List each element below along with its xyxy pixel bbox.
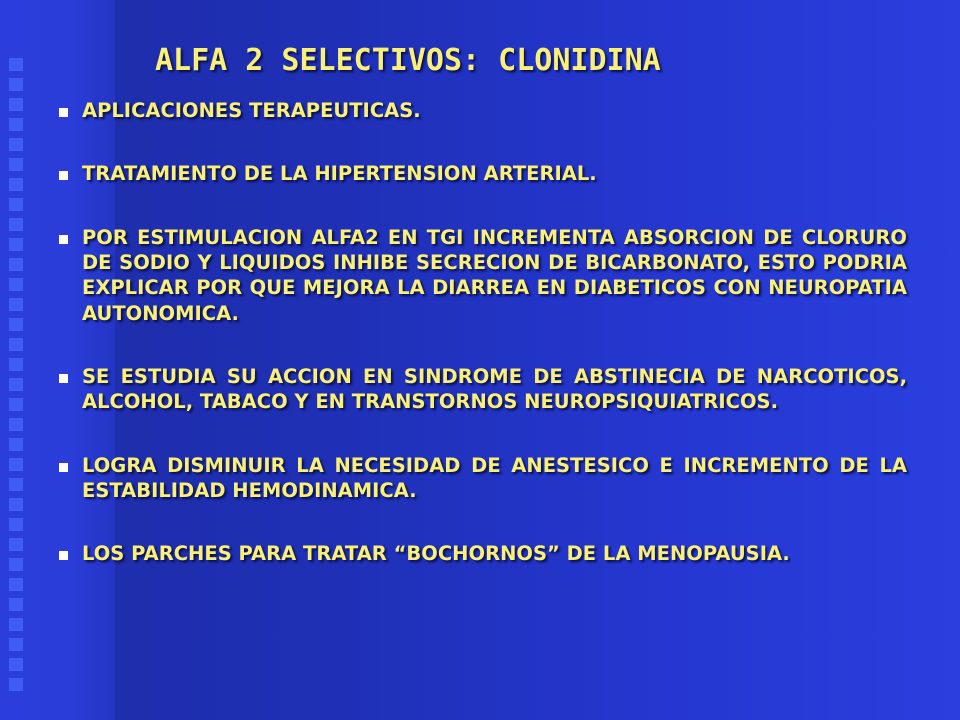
decorative-square — [9, 318, 23, 331]
bullet-item — [57, 98, 907, 123]
decorative-square — [9, 418, 23, 431]
bullet-item — [57, 161, 907, 186]
decorative-square — [9, 678, 23, 691]
square-bullet-icon — [59, 463, 68, 472]
decorative-square — [9, 198, 23, 211]
square-bullet-icon — [59, 171, 68, 180]
bullet-item — [57, 364, 907, 415]
decorative-square — [9, 238, 23, 251]
decorative-square — [9, 158, 23, 171]
decorative-square — [9, 438, 23, 451]
decorative-square — [9, 138, 23, 151]
decorative-square — [9, 378, 23, 391]
decorative-square-column — [9, 58, 23, 698]
decorative-square — [9, 518, 23, 531]
decorative-square — [9, 558, 23, 571]
bullet-item — [57, 541, 907, 566]
bullet-text: LOS PARCHES PARA TRATAR “BOCHORNOS” DE LA MENOPAUSIA. — [82, 542, 790, 566]
bullet-text: TRATAMIENTO DE LA HIPERTENSION ARTERIAL. — [82, 162, 597, 186]
square-bullet-icon — [59, 108, 68, 117]
square-bullet-icon — [59, 235, 68, 244]
decorative-square — [9, 398, 23, 411]
bullet-text: LOGRA DISMINUIR LA NECESIDAD DE ANESTESICO E INCREMENTO DE LA ESTABILIDAD HEMODINAMICA. — [82, 453, 907, 503]
square-bullet-icon — [59, 551, 68, 560]
decorative-square — [9, 298, 23, 311]
decorative-square — [9, 118, 23, 131]
decorative-square — [9, 478, 23, 491]
decorative-square — [9, 658, 23, 671]
decorative-square — [9, 278, 23, 291]
decorative-square — [9, 458, 23, 471]
slide-title: ALFA 2 SELECTIVOS: CLONIDINA — [155, 43, 661, 78]
bullet-item — [57, 453, 907, 504]
decorative-square — [9, 498, 23, 511]
bullet-text: APLICACIONES TERAPEUTICAS. — [82, 99, 421, 122]
decorative-square — [9, 98, 23, 111]
decorative-square — [9, 258, 23, 271]
decorative-square — [9, 538, 23, 551]
square-bullet-icon — [59, 374, 68, 383]
decorative-square — [9, 358, 23, 371]
decorative-square — [9, 578, 23, 591]
decorative-square — [9, 178, 23, 191]
decorative-square — [9, 618, 23, 631]
bullet-text: SE ESTUDIA SU ACCION EN SINDROME DE ABSTINECIA DE NARCOTICOS, ALCOHOL, TABACO Y EN TRANSTORNOS NEUROPSIQUIATRICOS. — [82, 365, 907, 414]
decorative-square — [9, 598, 23, 611]
decorative-square — [9, 218, 23, 231]
bullet-list — [57, 98, 907, 567]
decorative-square — [9, 78, 23, 91]
bullet-text: POR ESTIMULACION ALFA2 EN TGI INCREMENTA ABSORCION DE CLORURO DE SODIO Y LIQUIDOS INHIBE SECRECION DE BICARBONATO, ESTO PODRIA EXPLICAR POR QUE MEJORA LA DIARREA EN DIABETICOS CON NEUROPATIA AUTONOMICA. — [82, 225, 907, 325]
decorative-square — [9, 58, 23, 71]
decorative-square — [9, 638, 23, 651]
bullet-item — [57, 225, 907, 326]
decorative-square — [9, 338, 23, 351]
